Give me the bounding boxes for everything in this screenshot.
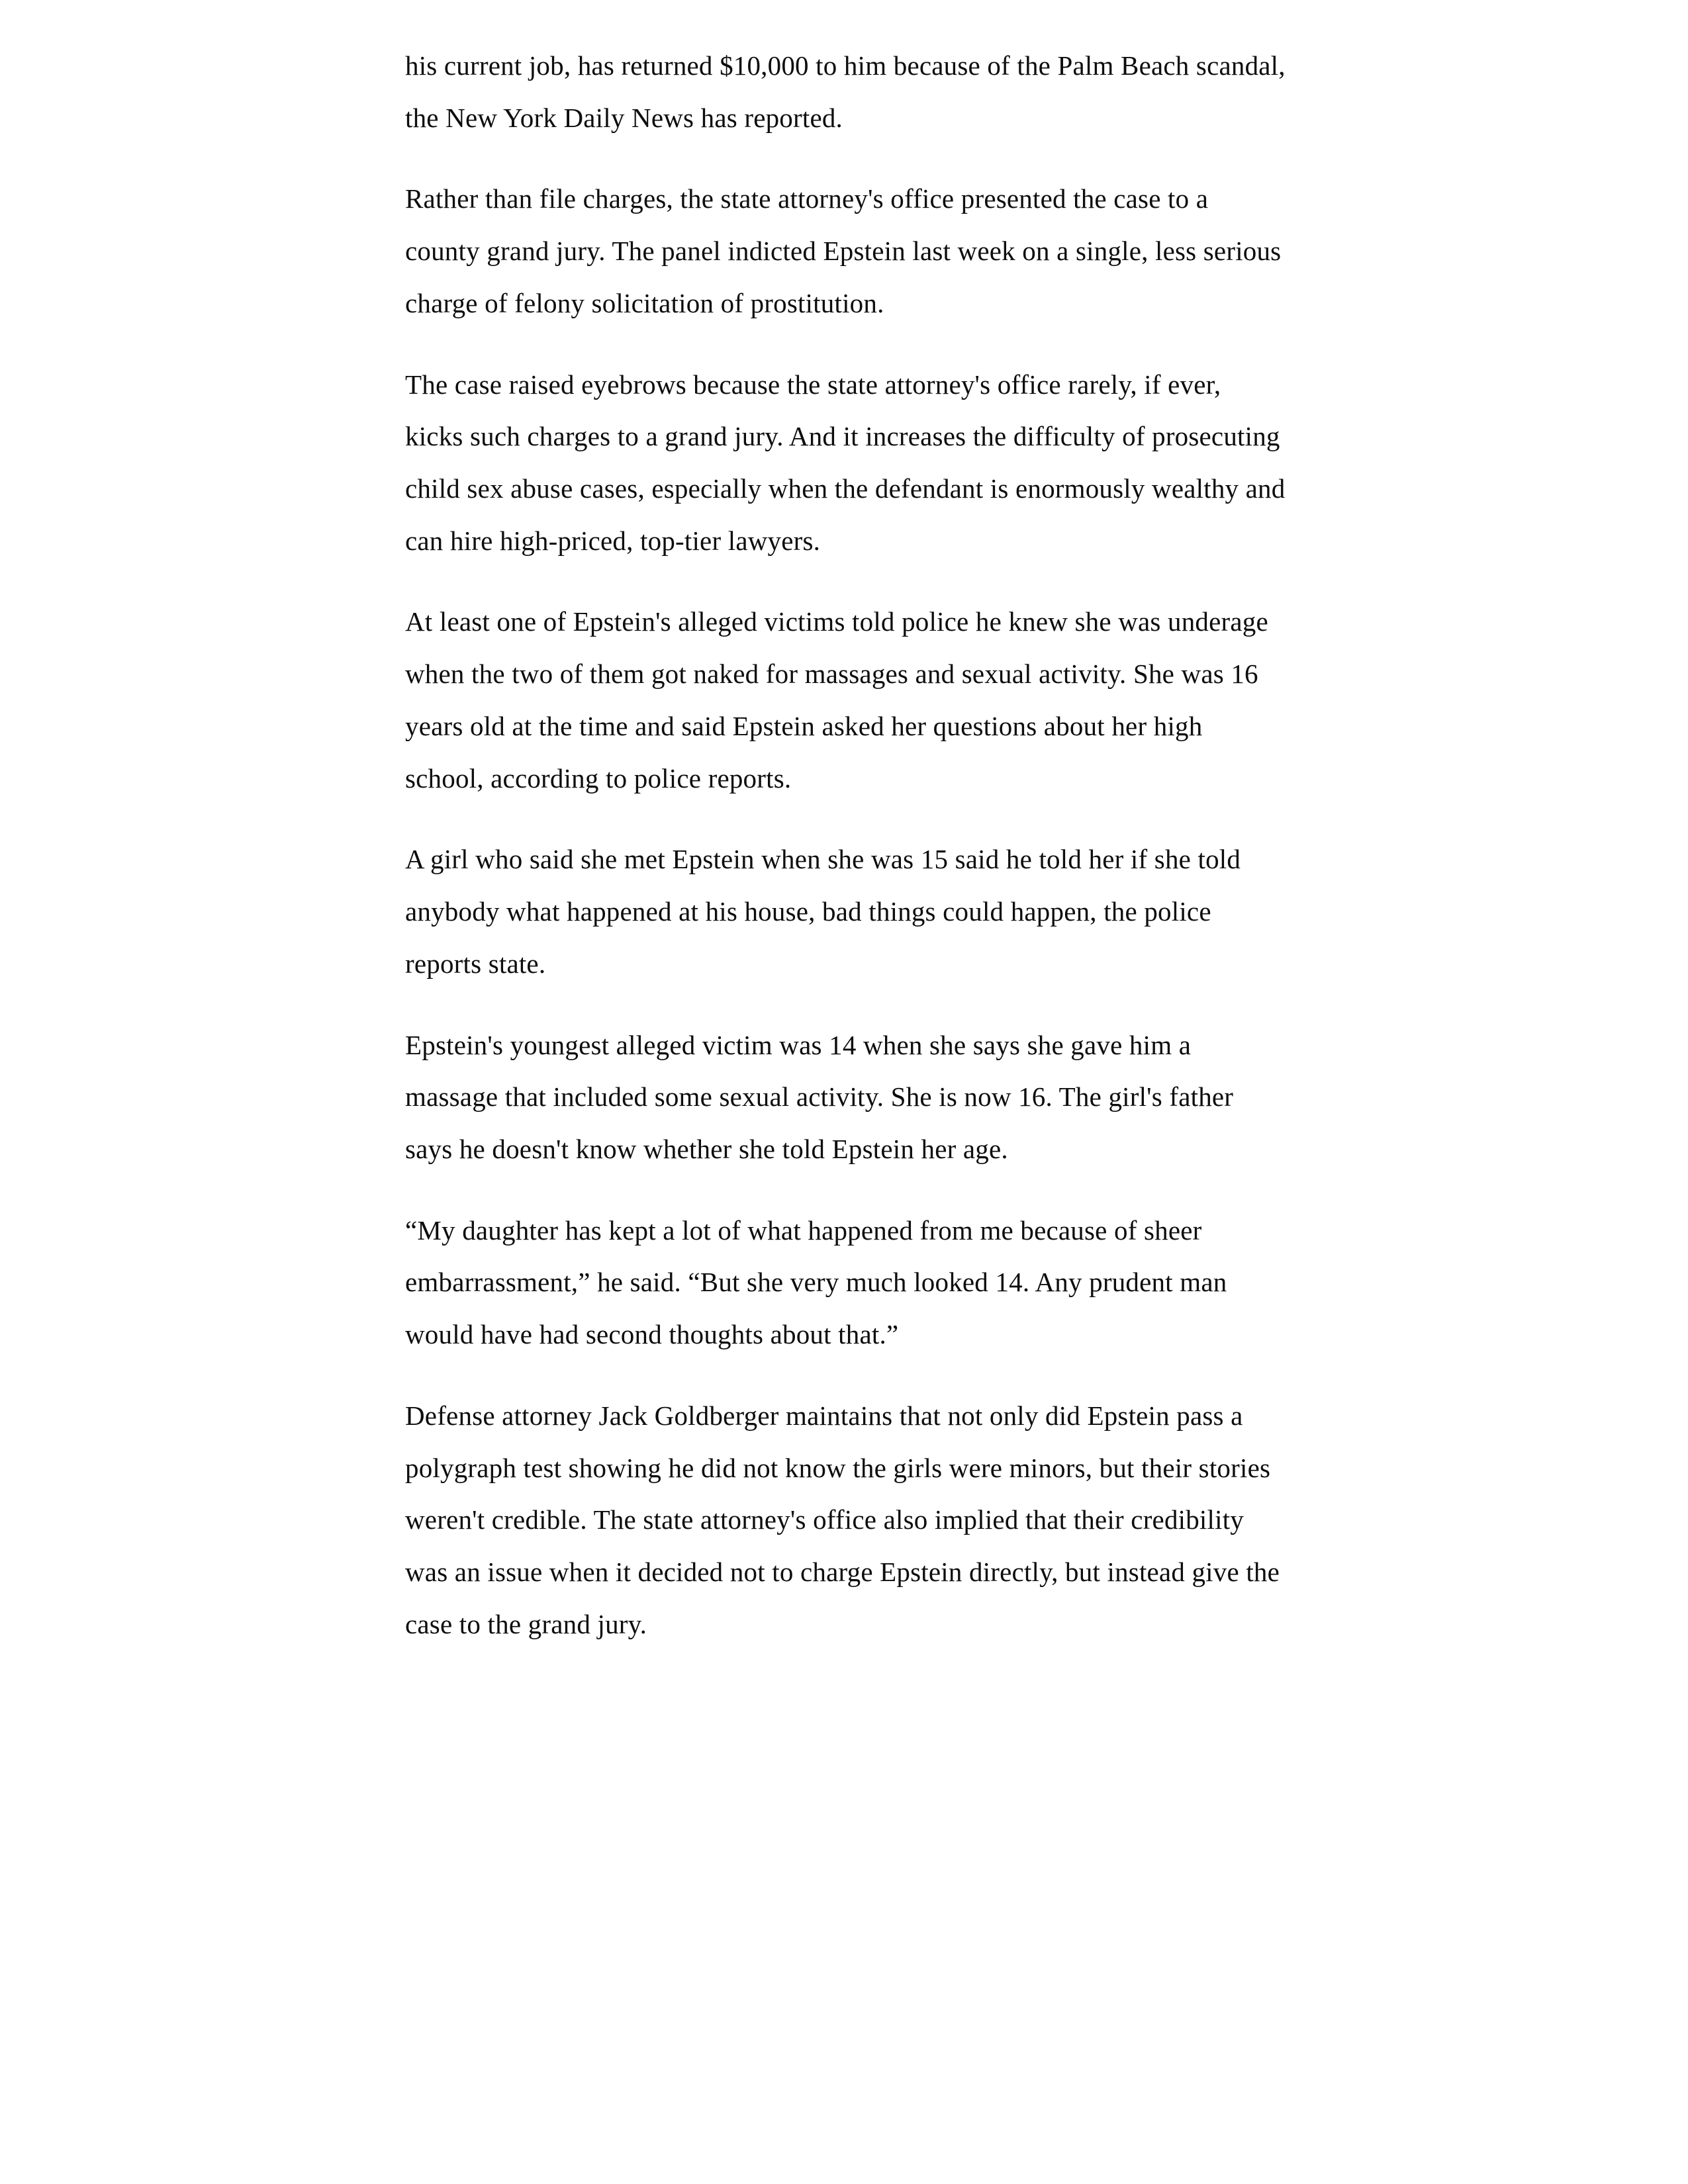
paragraph: A girl who said she met Epstein when she was 15 said he told her if she told anybody what happened at his house, bad things could happen, the police reports state. [405, 844, 1241, 979]
paragraph: Defense attorney Jack Goldberger maintains that not only did Epstein pass a polygraph test showing he did not know the girls were minors, but their stories weren't credible. The state attorney's office also implied that their credibility was an issue when it decided not to charge Epstein directly, but instead give the case to the grand jury. [405, 1400, 1280, 1639]
paragraph: “My daughter has kept a lot of what happened from me because of sheer embarrassment,” he said. “But she very much looked 14. Any prudent man would have had second thoughts about that.” [405, 1214, 1227, 1350]
paragraph: his current job, has returned $10,000 to him because of the Palm Beach scandal, the New York Daily News has reported. [405, 50, 1286, 133]
paragraph: Epstein's youngest alleged victim was 14 when she says she gave him a massage that included some sexual activity. She is now 16. The girl's father says he doesn't know whether she told Epstein her age. [405, 1029, 1234, 1164]
paragraph: Rather than file charges, the state attorney's office presented the case to a county grand jury. The panel indicted Epstein last week on a single, less serious charge of felony solicitation of prostitution. [405, 183, 1282, 318]
article-body [405, 40, 1286, 1650]
paragraph: At least one of Epstein's alleged victims told police he knew she was underage when the two of them got naked for massages and sexual activity. She was 16 years old at the time and said Epstein asked her questions about her high school, according to police reports. [405, 606, 1268, 794]
paragraph: The case raised eyebrows because the state attorney's office rarely, if ever, kicks such charges to a grand jury. And it increases the difficulty of prosecuting child sex abuse cases, especially when the defendant is enormously wealthy and can hire high-priced, top-tier lawyers. [405, 369, 1286, 556]
